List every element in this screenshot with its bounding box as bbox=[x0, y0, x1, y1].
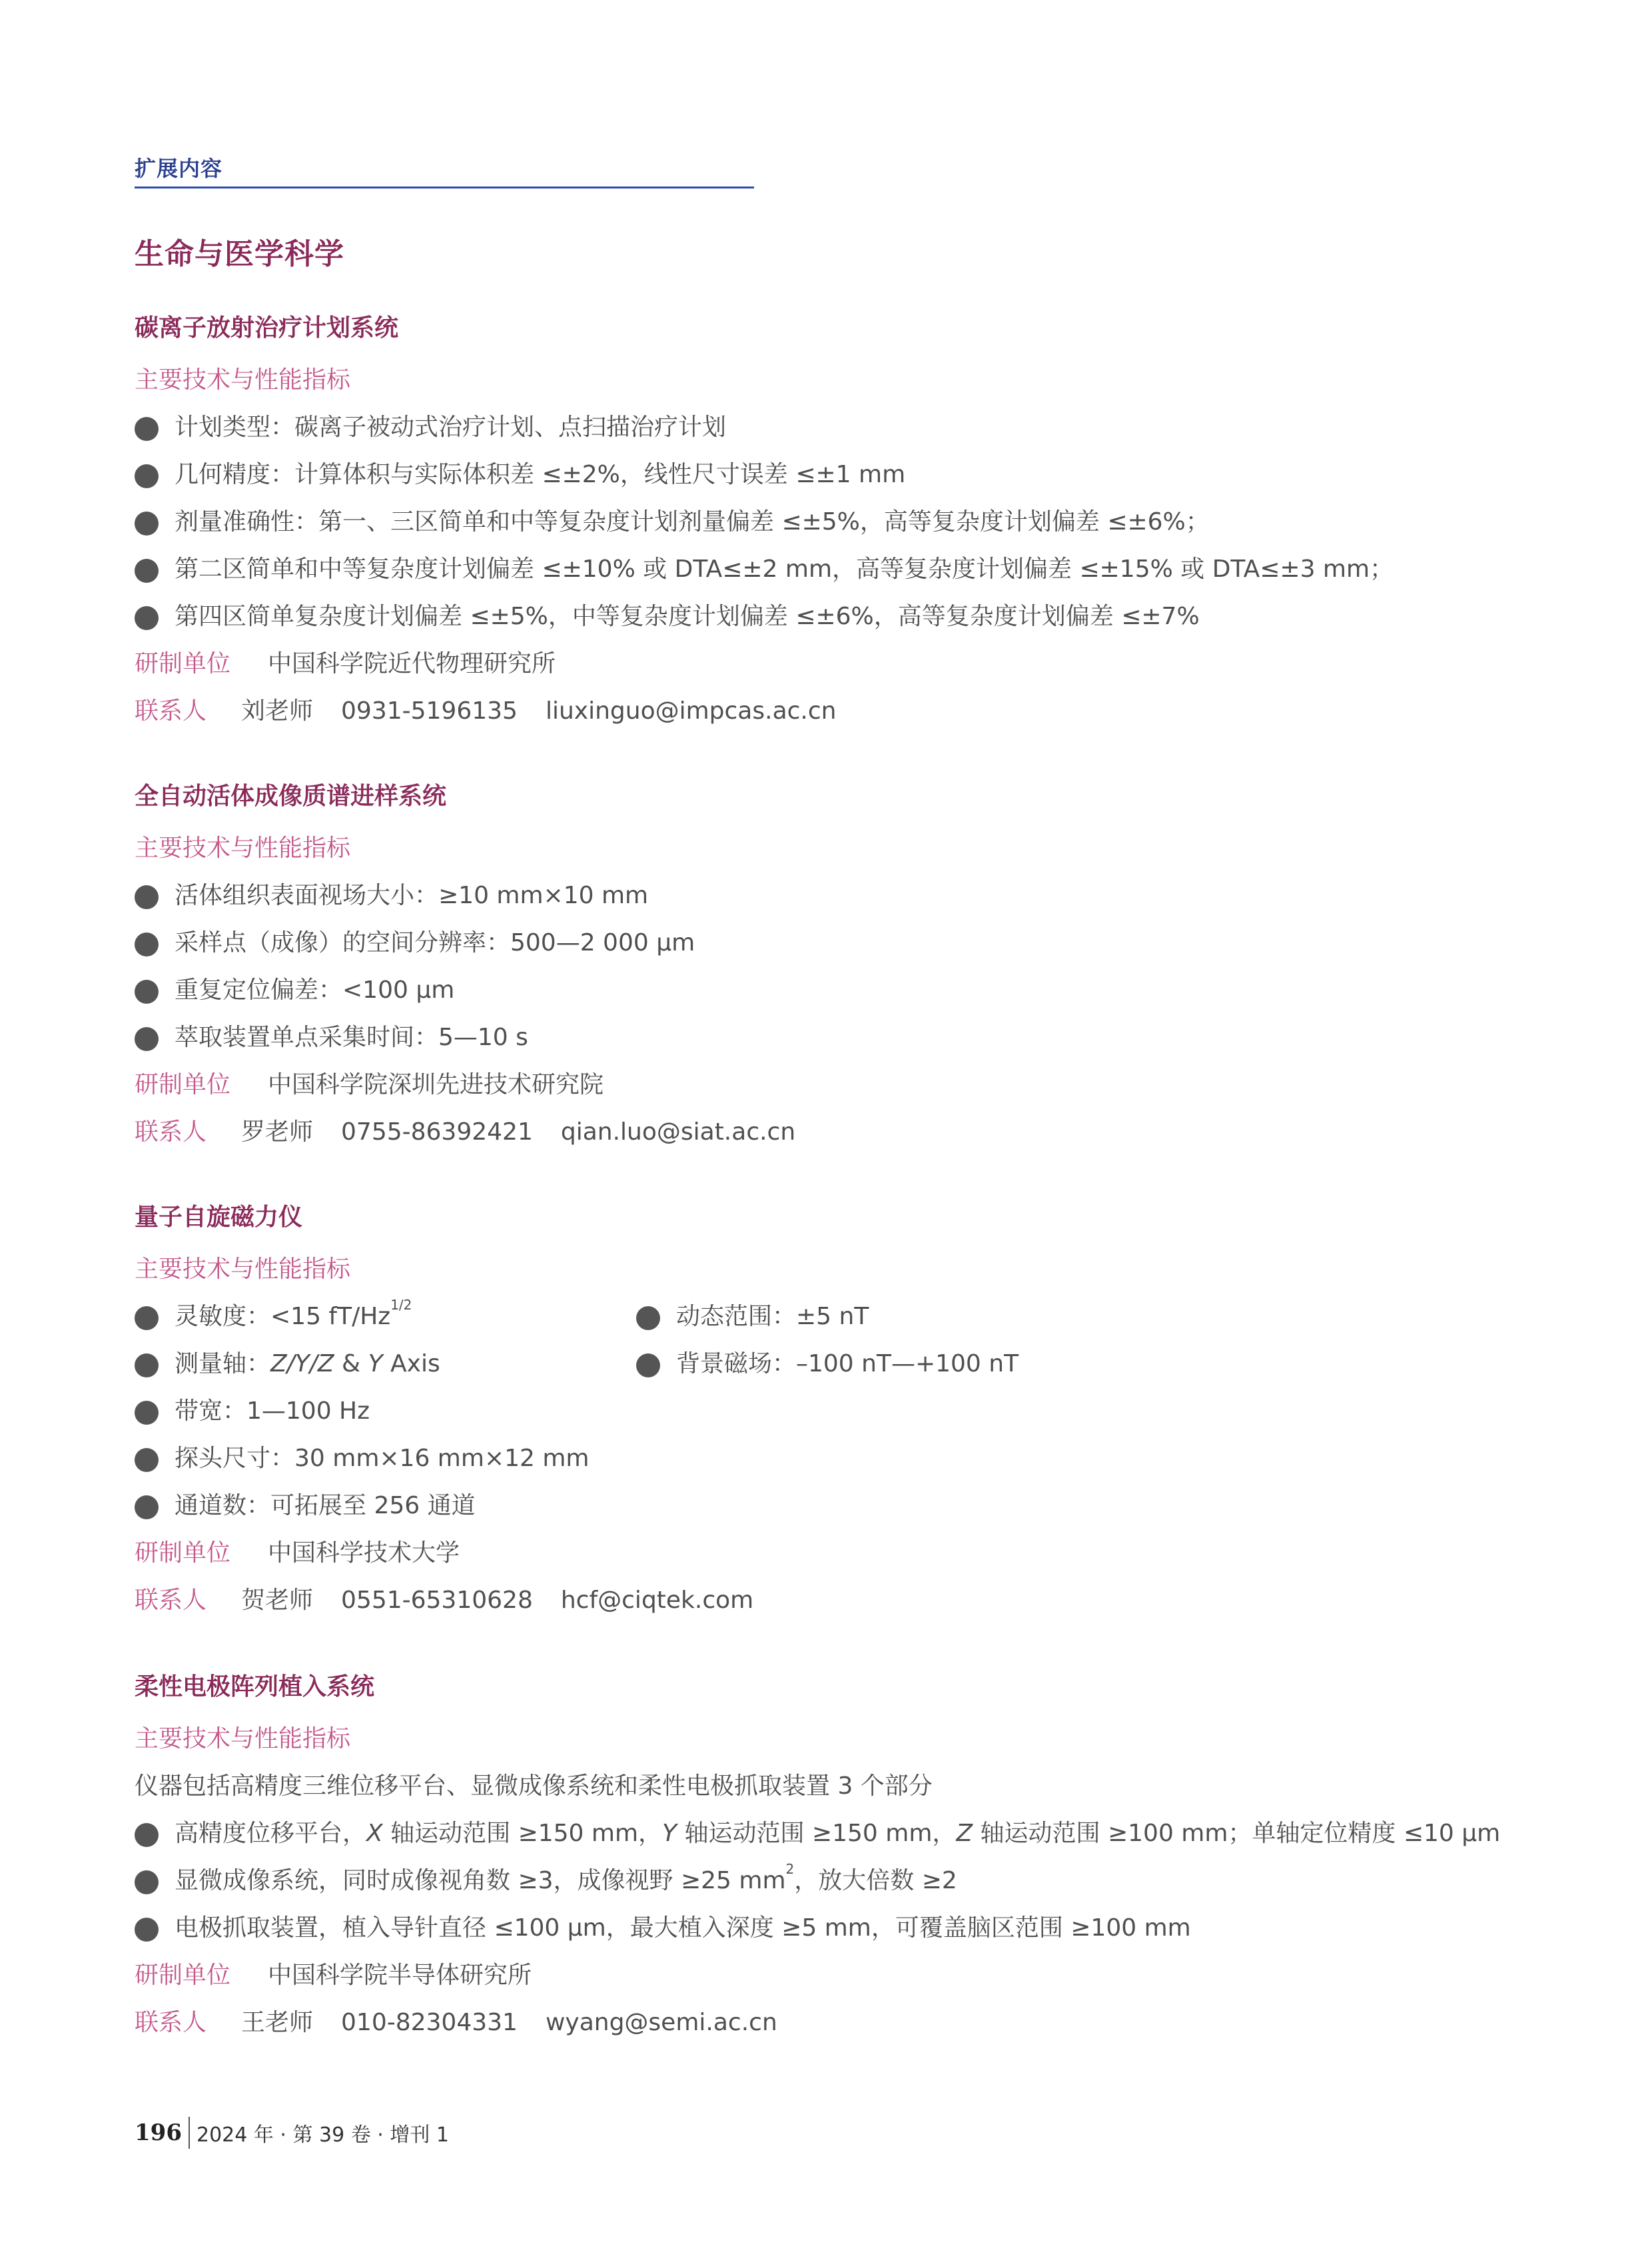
contact-email[interactable]: wyang@semi.ac.cn bbox=[545, 2009, 777, 2036]
org-value: 中国科学技术大学 bbox=[268, 1539, 460, 1567]
item-magnetometer bbox=[135, 1199, 1520, 1629]
contact-email[interactable]: hcf@ciqtek.com bbox=[560, 1587, 754, 1614]
org-label: 研制单位 bbox=[135, 1962, 231, 1989]
bullet-item: 计划类型：碳离子被动式治疗计划、点扫描治疗计划 bbox=[135, 409, 1520, 456]
bullet-dot-icon bbox=[135, 1448, 159, 1472]
contact-line bbox=[135, 2004, 1520, 2052]
org-value: 中国科学院近代物理研究所 bbox=[268, 650, 556, 677]
org-label: 研制单位 bbox=[135, 1539, 231, 1567]
intro-text: 仪器包括高精度三维位移平台、显微成像系统和柔性电极抓取装置 3 个部分 bbox=[135, 1772, 933, 1800]
bullet-item: 测量轴：Z/Y/Z & Y Axis bbox=[135, 1345, 440, 1393]
bullet-dot-icon bbox=[135, 980, 159, 1004]
page-number: 196 bbox=[135, 2119, 182, 2146]
bullet-dot-icon bbox=[135, 417, 159, 441]
bullet-item: 背景磁场：–100 nT—+100 nT bbox=[636, 1345, 1019, 1393]
contact-name: 王老师 bbox=[241, 2009, 314, 2036]
bullet-item: 探头尺寸：30 mm×16 mm×12 mm bbox=[135, 1440, 1520, 1487]
bullet-dot-icon bbox=[135, 1306, 159, 1330]
bullet-item: 带宽：1—100 Hz bbox=[135, 1393, 1520, 1440]
bullet-dot-icon bbox=[135, 1823, 159, 1847]
bullet-item: 采样点（成像）的空间分辨率：500—2 000 μm bbox=[135, 925, 1520, 972]
bullet-dot-icon bbox=[636, 1353, 660, 1377]
bullet-dot-icon bbox=[135, 1401, 159, 1425]
header-label: 扩展内容 bbox=[135, 156, 223, 181]
org-line bbox=[135, 1066, 1520, 1114]
contact-phone: 010-82304331 bbox=[341, 2009, 518, 2036]
bullet-item: 剂量准确性：第一、三区简单和中等复杂度计划剂量偏差 ≤±5%，高等复杂度计划偏差 ≤±6%； bbox=[135, 504, 1520, 551]
bullet-item: 显微成像系统，同时成像视角数 ≥3，成像视野 ≥25 $mm^2$，放大倍数 ≥2 bbox=[135, 1862, 1520, 1910]
section-header bbox=[135, 152, 222, 183]
contact-label: 联系人 bbox=[135, 1118, 207, 1146]
contact-label: 联系人 bbox=[135, 697, 207, 725]
org-value: 中国科学院半导体研究所 bbox=[268, 1962, 532, 1989]
bullet-item: 萃取装置单点采集时间：5—10 s bbox=[135, 1019, 1520, 1066]
issue-info: 2024 年 · 第 39 卷 · 增刊 1 bbox=[196, 2123, 449, 2147]
contact-label: 联系人 bbox=[135, 2009, 207, 2036]
org-label: 研制单位 bbox=[135, 1071, 231, 1098]
contact-line bbox=[135, 1582, 1520, 1629]
page-footer bbox=[135, 2117, 449, 2157]
contact-phone: 0755-86392421 bbox=[341, 1118, 533, 1146]
org-value: 中国科学院深圳先进技术研究院 bbox=[268, 1071, 604, 1098]
indicators-label: 主要技术与性能指标 bbox=[135, 1725, 351, 1752]
indicators-label: 主要技术与性能指标 bbox=[135, 366, 351, 394]
bullet-dot-icon bbox=[135, 606, 159, 630]
org-line bbox=[135, 1957, 1520, 2004]
indicators-label: 主要技术与性能指标 bbox=[135, 1256, 351, 1283]
bullet-dot-icon bbox=[135, 1027, 159, 1051]
contact-label: 联系人 bbox=[135, 1587, 207, 1614]
bullet-item: 通道数：可拓展至 256 通道 bbox=[135, 1487, 1520, 1535]
contact-name: 贺老师 bbox=[241, 1587, 314, 1614]
bullet-dot-icon bbox=[135, 1353, 159, 1377]
contact-phone: 0931-5196135 bbox=[341, 697, 518, 725]
bullet-dot-icon bbox=[135, 559, 159, 583]
contact-name: 罗老师 bbox=[241, 1118, 314, 1146]
bullet-item: 第二区简单和中等复杂度计划偏差 ≤±10% 或 DTA≤±2 mm，高等复杂度计划偏差 ≤±15% 或 DTA≤±3 mm； bbox=[135, 551, 1520, 598]
item-title: 碳离子放射治疗计划系统 bbox=[135, 314, 399, 342]
contact-line bbox=[135, 693, 1520, 740]
bullet-dot-icon bbox=[135, 1918, 159, 1942]
item-title: 柔性电极阵列植入系统 bbox=[135, 1673, 375, 1700]
bullet-item: 重复定位偏差：<100 μm bbox=[135, 972, 1520, 1019]
bullet-dot-icon bbox=[135, 885, 159, 909]
contact-phone: 0551-65310628 bbox=[341, 1587, 533, 1614]
bullet-item: 动态范围：±5 nT bbox=[636, 1298, 869, 1345]
bullet-item: 第四区简单复杂度计划偏差 ≤±5%，中等复杂度计划偏差 ≤±6%，高等复杂度计划偏差 ≤±7% bbox=[135, 598, 1520, 645]
item-flexible-electrode bbox=[135, 1669, 1520, 2052]
bullet-dot-icon bbox=[135, 512, 159, 536]
bullet-item: 活体组织表面视场大小：≥10 mm×10 mm bbox=[135, 877, 1520, 925]
footer-divider bbox=[189, 2117, 190, 2149]
contact-email[interactable]: qian.luo@siat.ac.cn bbox=[560, 1118, 796, 1146]
contact-name: 刘老师 bbox=[241, 697, 314, 725]
bullet-dot-icon bbox=[135, 464, 159, 488]
org-label: 研制单位 bbox=[135, 650, 231, 677]
item-mass-spec bbox=[135, 778, 1520, 1161]
bullet-dot-icon bbox=[636, 1306, 660, 1330]
bullet-dot-icon bbox=[135, 1870, 159, 1894]
item-title: 全自动活体成像质谱进样系统 bbox=[135, 783, 447, 810]
contact-line bbox=[135, 1114, 1520, 1161]
org-line bbox=[135, 1535, 1520, 1582]
bullet-row bbox=[135, 1298, 1520, 1345]
bullet-dot-icon bbox=[135, 933, 159, 956]
bullet-item: 几何精度：计算体积与实际体积差 ≤±2%，线性尺寸误差 ≤±1 mm bbox=[135, 456, 1520, 504]
item-title: 量子自旋磁力仪 bbox=[135, 1204, 303, 1231]
bullet-row bbox=[135, 1345, 1520, 1393]
indicators-label: 主要技术与性能指标 bbox=[135, 835, 351, 862]
bullet-item: 电极抓取装置，植入导针直径 ≤100 μm，最大植入深度 ≥5 mm，可覆盖脑区范围 ≥100 mm bbox=[135, 1910, 1520, 1957]
header-rule bbox=[135, 187, 754, 188]
bullet-item: 高精度位移平台，X 轴运动范围 ≥150 mm，Y 轴运动范围 ≥150 mm，Z 轴运动范围 ≥100 mm；单轴定位精度 ≤10 μm bbox=[135, 1815, 1520, 1862]
contact-email[interactable]: liuxinguo@impcas.ac.cn bbox=[545, 697, 837, 725]
section-title: 生命与医学科学 bbox=[135, 237, 344, 271]
bullet-item: 灵敏度：<15 $fT/Hz^{1/2}$ bbox=[135, 1298, 412, 1345]
org-line bbox=[135, 645, 1520, 693]
bullet-dot-icon bbox=[135, 1495, 159, 1519]
item-carbon-ion bbox=[135, 310, 1520, 740]
